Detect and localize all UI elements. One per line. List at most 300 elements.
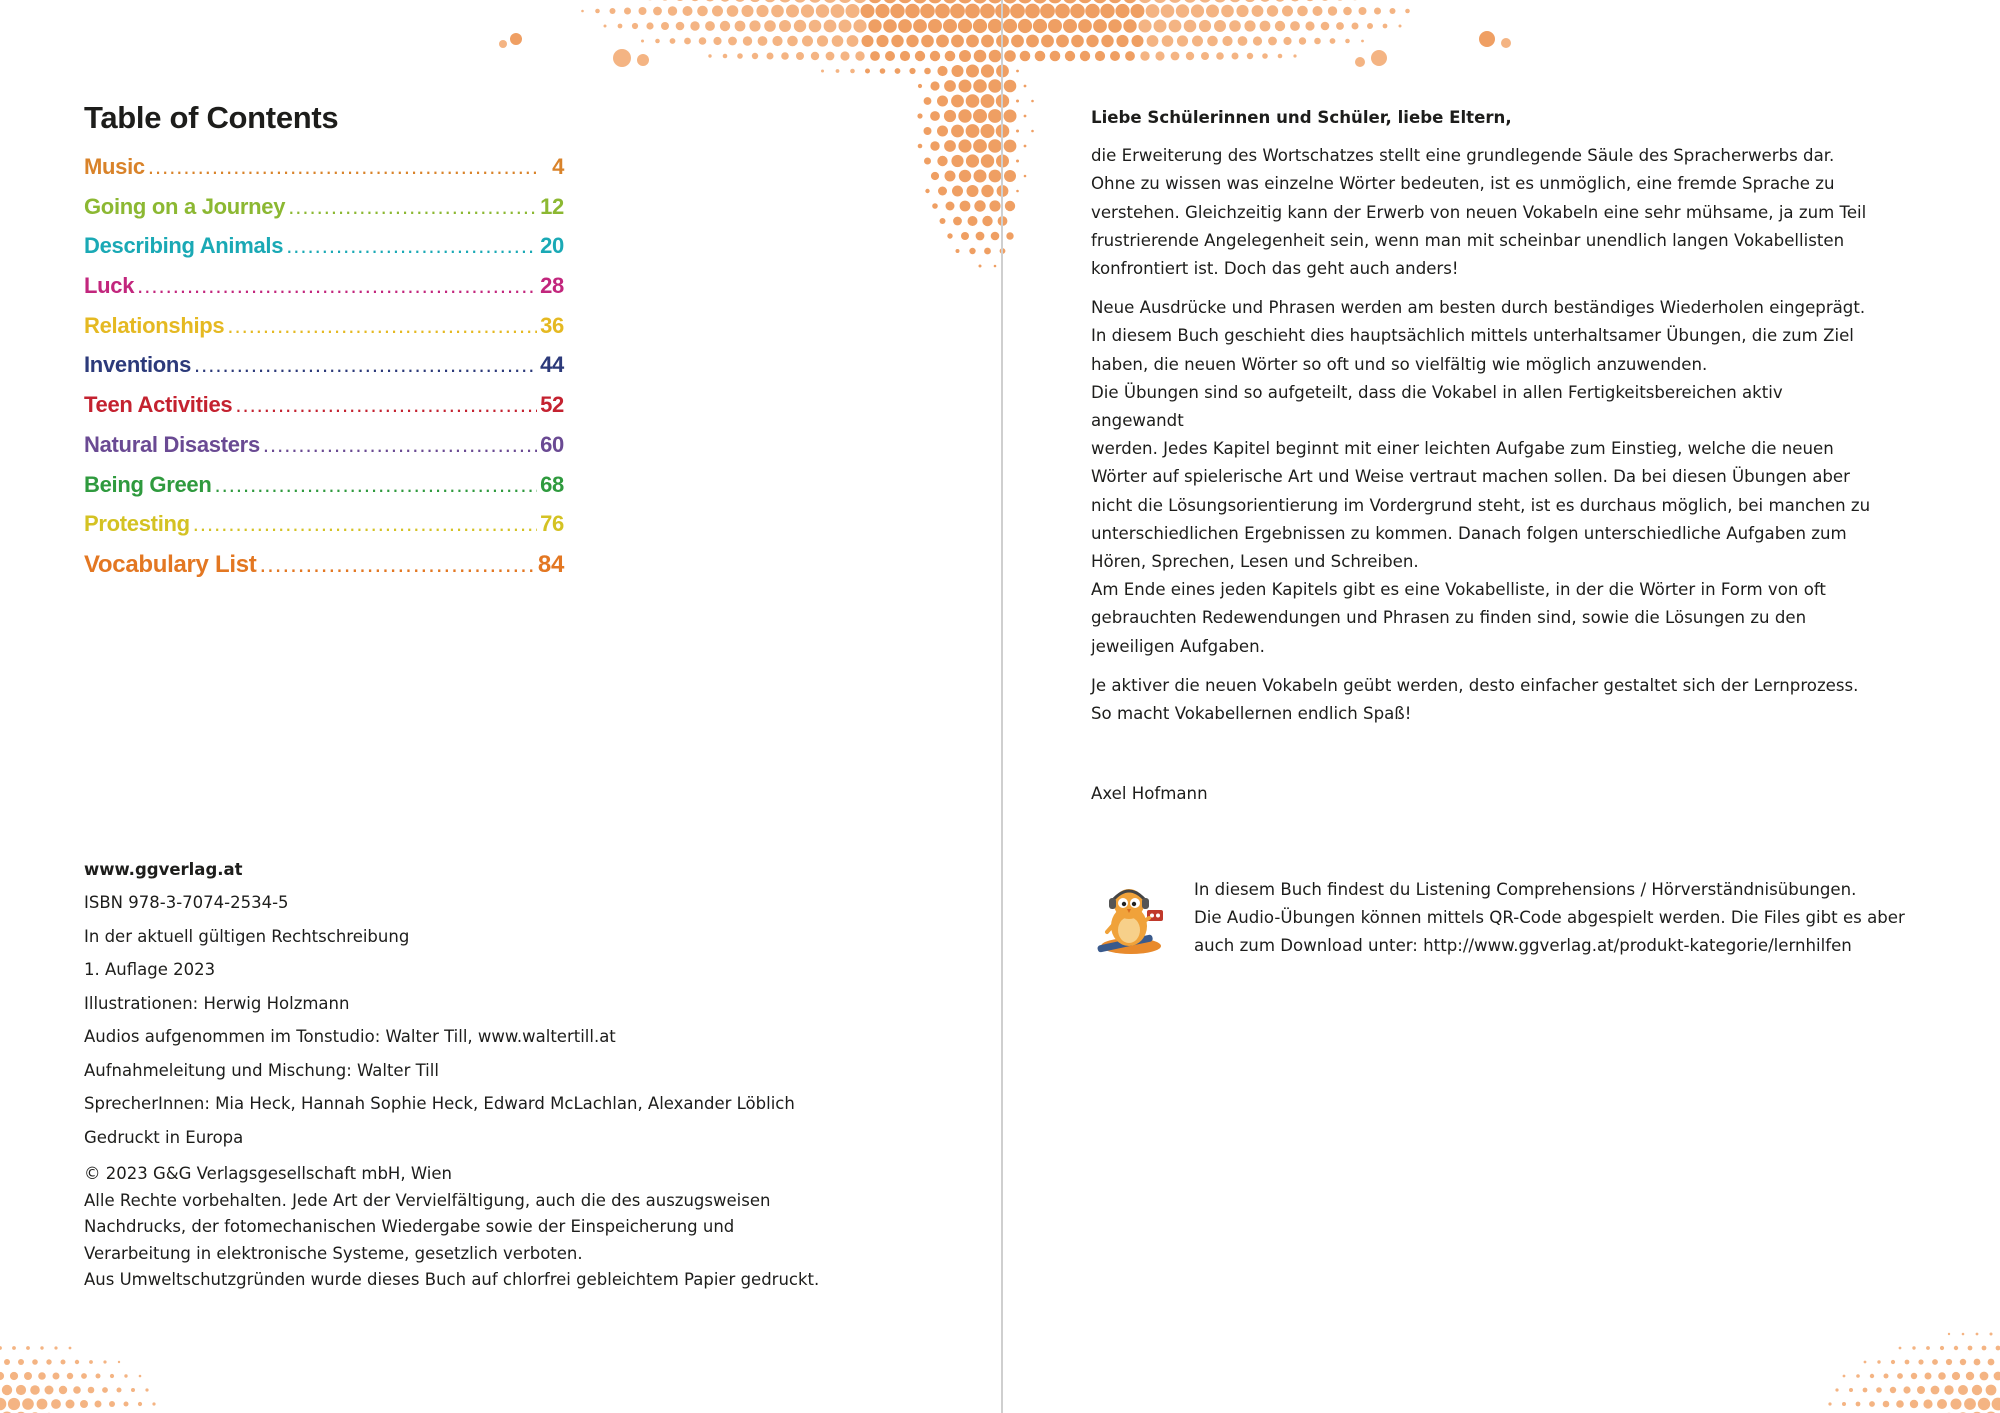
imprint [84, 860, 844, 1294]
decor-dot [1006, 232, 1013, 239]
decor-dot [1192, 36, 1203, 47]
decor-dot [853, 0, 867, 3]
toc-entry-page: 44 [540, 352, 564, 378]
decor-dot [981, 154, 994, 167]
decor-dot [918, 84, 922, 88]
decor-dot [925, 189, 929, 193]
decor-dot [1236, 5, 1248, 17]
imprint-spelling: In der aktuell gültigen Rechtschreibung [84, 926, 410, 946]
decor-dot [1343, 7, 1352, 16]
decor-dot [1367, 23, 1373, 29]
decor-dot [1932, 1359, 1938, 1365]
decor-dot [1063, 0, 1078, 3]
decor-dot [2, 1385, 12, 1395]
decor-dot [1828, 1402, 1831, 1405]
decor-dot [973, 19, 987, 33]
decor-dot [946, 202, 955, 211]
decor-dot [1290, 21, 1300, 31]
decor-dot [1918, 1359, 1923, 1364]
decor-dot [944, 80, 956, 92]
decor-dot [737, 53, 743, 59]
decor-dot [1169, 20, 1182, 33]
decor-dot [61, 1360, 66, 1365]
decor-dot [1186, 52, 1194, 60]
decor-dot [951, 35, 964, 48]
decor-dot [943, 19, 957, 33]
decor-dot [646, 22, 653, 29]
decor-dot [1095, 51, 1105, 61]
imprint-copyright: © 2023 G&G Verlagsgesellschaft mbH, Wien Alle Rechte vorbehalten. Jede Art der Vervielfältigung, auch die des auszugsweisen Nachdrucks, der fotomechanischen Wiedergabe sowie der Einspeicherung und Verarbeitung in elektronische Systeme, gesetzlich verboten. Aus Umweltschutzgründen wurde dieses Buch auf chlorfrei gebleichtem Papier gedruckt. [84, 1164, 820, 1289]
decor-dot [1222, 36, 1232, 46]
decor-dot [1903, 1386, 1910, 1393]
decor-dot [958, 139, 971, 152]
decor-dot [974, 200, 985, 211]
decor-dot [1123, 0, 1137, 3]
decor-dot [1110, 51, 1120, 61]
decor-dot [945, 171, 956, 182]
decor-dot [655, 39, 660, 44]
decor-dot [1938, 1372, 1946, 1380]
decor-dot [974, 170, 987, 183]
decor-dot [1890, 1387, 1896, 1393]
decor-dot [0, 1372, 4, 1380]
decor-dot [938, 187, 947, 196]
toc-entry-page: 68 [540, 471, 564, 497]
decor-dot [618, 24, 623, 29]
decor-dot [1003, 0, 1018, 4]
decor-dot [947, 233, 952, 238]
letter-greeting: Liebe Schülerinnen und Schüler, liebe Eltern, [1091, 108, 1512, 127]
toc-entry-teen-activities[interactable] [84, 392, 564, 432]
decor-dot [1131, 4, 1145, 18]
decor-dot [1080, 51, 1090, 61]
decor-dot [22, 1398, 34, 1410]
decor-dot [764, 20, 776, 32]
decor-dot [46, 1359, 51, 1364]
decor-dot [81, 1373, 87, 1379]
decor-dot [1948, 1333, 1950, 1335]
decor-dot [124, 1402, 129, 1407]
toc-entry-natural-disasters[interactable] [84, 432, 564, 472]
decor-dot [1093, 0, 1108, 3]
decor-dot [930, 51, 940, 61]
decor-dot [944, 140, 956, 152]
toc-entry-inventions[interactable] [84, 352, 564, 392]
toc-entry-title: Going on a Journey [84, 193, 286, 219]
decor-dot [1952, 1372, 1960, 1380]
decor-dot [958, 109, 971, 122]
decor-dot [1944, 1385, 1953, 1394]
decor-dot [928, 19, 942, 33]
decor-dot [40, 1346, 43, 1349]
decor-dot [713, 37, 721, 45]
decor-dot [1842, 1402, 1846, 1406]
decor-dot [32, 1359, 38, 1365]
decor-dot [989, 50, 1002, 63]
imprint-edition: 1. Auflage 2023 [84, 960, 216, 979]
decor-dot [959, 50, 971, 62]
toc-entry-title: Music [84, 154, 145, 179]
decor-dot [981, 35, 994, 48]
decor-dot [920, 4, 935, 19]
decor-dot [1361, 40, 1364, 43]
decor-dot [1910, 1400, 1918, 1408]
decor-dot [1946, 1359, 1952, 1365]
decor-dot [764, 0, 777, 2]
toc-entry-going-on-a-journey[interactable] [84, 194, 564, 234]
download-link[interactable]: auch zum Download unter: http://www.ggverlag.at/produkt-kategorie/lernhilfen [1194, 936, 1852, 956]
decor-dot [1031, 100, 1034, 103]
decor-dot [1954, 1346, 1958, 1350]
decor-dot [1093, 19, 1107, 33]
decor-dot [928, 0, 943, 3]
decor-dot [966, 35, 979, 48]
decor-dot [861, 4, 875, 18]
publisher-website-link[interactable]: www.ggverlag.at [84, 860, 243, 879]
decor-dot [1864, 1361, 1867, 1364]
decor-dot [719, 0, 730, 2]
decor-dot [1290, 0, 1301, 2]
toc-entry-protesting[interactable] [84, 511, 564, 551]
decor-dot [836, 69, 840, 73]
decor-dot [846, 4, 860, 18]
decor-dot [865, 69, 870, 74]
decor-dot [1976, 1333, 1979, 1336]
decor-dot [1153, 0, 1167, 3]
decor-dot [727, 5, 739, 17]
decor-dot [1168, 0, 1182, 3]
decor-dot [991, 232, 1000, 241]
decor-dot [794, 20, 806, 32]
toc-entry-vocabulary-list[interactable] [84, 551, 564, 591]
decor-dot [1115, 4, 1129, 18]
decor-dot [1988, 1359, 1995, 1366]
decor-dot [1221, 5, 1234, 18]
decor-dot [637, 54, 649, 66]
decor-dot [801, 4, 814, 17]
decor-dot [913, 19, 927, 33]
decor-dot [989, 200, 1000, 211]
decor-dot [690, 0, 700, 1]
decor-dot [973, 79, 987, 93]
decor-dot [1101, 35, 1113, 47]
decor-dot [69, 1347, 72, 1350]
decor-dot [840, 51, 849, 60]
toc-entry-title: Relationships [84, 312, 225, 338]
decor-dot [53, 1373, 60, 1380]
decor-dot [1065, 51, 1075, 61]
decor-dot [1207, 36, 1218, 47]
decor-dot [1960, 1359, 1966, 1365]
decor-dot [10, 1372, 18, 1380]
decor-dot [1931, 1386, 1940, 1395]
decor-dot [37, 1399, 48, 1410]
decor-dot [103, 1360, 106, 1363]
decor-dot [958, 0, 973, 4]
decor-dot [139, 1375, 142, 1378]
decor-dot [943, 0, 958, 3]
decor-dot [12, 1346, 16, 1350]
decor-dot [720, 21, 730, 31]
decor-dot [981, 124, 995, 138]
table-of-contents [84, 100, 564, 591]
decor-dot [1132, 35, 1144, 47]
decor-dot [1033, 19, 1047, 33]
decor-dot [632, 23, 638, 29]
page-gutter-divider [1001, 0, 1003, 1413]
decor-dot [980, 4, 995, 19]
decor-dot [988, 109, 1002, 123]
decor-dot [973, 0, 988, 4]
decor-dot [1229, 20, 1241, 32]
decor-dot [743, 36, 752, 45]
decor-dot [1974, 1359, 1981, 1366]
toc-entry-page: 12 [540, 193, 564, 219]
decor-dot [88, 1387, 95, 1394]
decor-dot [816, 4, 829, 17]
decor-dot [752, 53, 758, 59]
decor-dot [809, 20, 822, 33]
decor-dot [945, 51, 956, 62]
toc-entry-title: Natural Disasters [84, 431, 260, 457]
decor-dot [1253, 36, 1262, 45]
decor-dot [1108, 19, 1122, 33]
decor-dot [1048, 0, 1063, 3]
decor-dot [670, 38, 676, 44]
decor-dot [75, 1360, 79, 1364]
decor-dot [110, 1374, 114, 1378]
decor-dot [1138, 19, 1151, 32]
decor-dot [1267, 5, 1278, 16]
decor-dot [984, 248, 991, 255]
decor-dot [950, 4, 965, 19]
decor-dot [1177, 35, 1188, 46]
decor-dot [1905, 1360, 1910, 1365]
decor-dot [1926, 1346, 1930, 1350]
decor-dot [1004, 170, 1016, 182]
decor-dot [1016, 130, 1019, 133]
decor-dot [699, 37, 707, 45]
decor-dot [917, 113, 922, 118]
decor-dot [1314, 38, 1321, 45]
decor-dot [1884, 1374, 1889, 1379]
toc-entry-describing-animals[interactable] [84, 233, 564, 273]
decor-dot [131, 1388, 135, 1392]
decor-dot [152, 1402, 155, 1405]
decor-dot [1154, 20, 1167, 33]
decor-dot [779, 20, 791, 32]
decor-dot [653, 7, 662, 16]
decor-dot [1262, 53, 1268, 59]
decor-dot [771, 5, 784, 18]
foreword-letter [1091, 104, 1871, 808]
decor-dot [961, 232, 969, 240]
decor-dot [944, 110, 956, 122]
decor-dot [697, 6, 708, 17]
decor-dot [953, 217, 962, 226]
decor-dot [1085, 4, 1100, 19]
decor-dot [45, 1386, 54, 1395]
decor-dot [1374, 8, 1381, 15]
toc-entry-page: 28 [540, 273, 564, 299]
decor-dot [595, 9, 600, 14]
toc-entry-page: 36 [540, 312, 564, 338]
decor-dot [1026, 35, 1039, 48]
decor-dot [1031, 130, 1034, 133]
decor-dot [811, 52, 819, 60]
toc-title: Table of Contents [84, 100, 339, 135]
decor-dot [767, 53, 774, 60]
decor-dot [0, 1346, 2, 1350]
decor-dot [1183, 0, 1196, 3]
decor-dot [80, 1400, 88, 1408]
decor-dot [932, 203, 938, 209]
decor-dot [66, 1400, 75, 1409]
decor-dot [981, 185, 993, 197]
decor-dot [1016, 70, 1019, 73]
toc-entry-title: Vocabulary List [84, 550, 257, 578]
decor-dot [1016, 190, 1019, 193]
decor-dot [1390, 8, 1396, 14]
decor-dot [96, 1374, 101, 1379]
decor-dot [1978, 1398, 1990, 1410]
toc-entry-music[interactable] [84, 154, 564, 194]
decor-dot [1116, 35, 1128, 47]
decor-dot [930, 141, 939, 150]
decor-dot [1964, 1398, 1976, 1410]
decor-dot [1990, 1333, 1993, 1336]
decor-dot [67, 1373, 73, 1379]
decor-dot [1870, 1374, 1874, 1378]
decor-dot [712, 6, 723, 17]
decor-dot [1951, 1399, 1962, 1410]
decor-dot [1161, 4, 1175, 18]
decor-dot [1003, 19, 1017, 33]
decor-dot [1004, 80, 1017, 93]
decor-dot [1966, 1372, 1974, 1380]
decor-dot [956, 249, 960, 253]
decor-dot [1244, 0, 1256, 2]
decor-dot [1071, 35, 1084, 48]
decor-dot [974, 50, 987, 63]
decor-dot [779, 0, 792, 3]
decor-dot [124, 1374, 127, 1377]
decor-dot [1033, 0, 1048, 4]
decor-dot [966, 65, 979, 78]
decor-dot [1184, 20, 1197, 33]
decor-dot [924, 97, 932, 105]
decor-dot [510, 33, 522, 45]
decor-dot [723, 54, 728, 59]
decor-dot [959, 80, 972, 93]
decor-dot [1274, 0, 1285, 2]
decor-dot [1123, 19, 1136, 32]
decor-dot [1863, 1388, 1868, 1393]
toc-entry-title: Describing Animals [84, 233, 284, 259]
decor-dot [1305, 0, 1315, 1]
toc-entry-title: Protesting [84, 511, 190, 537]
decor-dot [876, 35, 888, 47]
decor-dot [1352, 23, 1359, 30]
decor-dot [891, 35, 903, 47]
toc-entry-luck[interactable] [84, 273, 564, 313]
decor-dot [1247, 53, 1253, 59]
decor-dot [734, 0, 746, 2]
decor-dot [885, 51, 895, 61]
decor-dot [1214, 0, 1227, 3]
decor-dot [875, 4, 889, 18]
decor-dot [0, 1398, 6, 1411]
decor-dot [898, 19, 912, 33]
decor-dot [909, 68, 915, 74]
decor-dot [1293, 54, 1296, 57]
toc-entry-page: 20 [540, 233, 564, 259]
decor-dot [705, 0, 716, 2]
decor-dot [1244, 20, 1255, 31]
decor-dot [661, 22, 669, 30]
decor-dot [1843, 1375, 1846, 1378]
decor-dot [613, 49, 631, 67]
decor-dot [793, 0, 806, 3]
decor-dot [1171, 52, 1180, 61]
decor-dot [817, 35, 828, 46]
decor-dot [1982, 1346, 1987, 1351]
decor-dot [1024, 175, 1027, 178]
decor-dot [1912, 1346, 1915, 1349]
decor-dot [935, 4, 950, 19]
decor-dot [604, 25, 607, 28]
decor-dot [1229, 0, 1242, 2]
toc-entry-title: Teen Activities [84, 392, 233, 418]
decor-dot [1883, 1401, 1890, 1408]
decor-dot [1070, 4, 1085, 19]
toc-entry-title: Luck [84, 273, 135, 299]
decor-dot [1925, 1373, 1932, 1380]
decor-dot [1176, 4, 1189, 17]
decor-dot [1305, 21, 1314, 30]
decor-dot [1891, 1360, 1895, 1364]
decor-dot [30, 1385, 40, 1395]
toc-entry-relationships[interactable] [84, 313, 564, 353]
decor-dot [705, 21, 715, 31]
decor-dot [1869, 1401, 1875, 1407]
toc-entry-being-green[interactable] [84, 472, 564, 512]
decor-dot [118, 1361, 120, 1363]
decor-dot [1923, 1399, 1932, 1408]
decor-dot [965, 4, 980, 19]
decor-dot [54, 1346, 57, 1349]
decor-dot [95, 1401, 102, 1408]
decor-dot [1206, 5, 1219, 18]
decor-dot [1041, 35, 1054, 48]
decor-dot [1849, 1388, 1853, 1392]
decor-dot [979, 265, 982, 268]
decor-dot [973, 139, 987, 153]
letter-paragraph-2: Neue Ausdrücke und Phrasen werden am besten durch beständiges Wiederholen eingeprägt. In diesem Buch geschieht dies hauptsächlich mittels unterhaltsamer Übungen, die zum Ziel haben, die neuen Wörter so oft und so vielfältig wie möglich anzuwenden. Die Übungen sind so aufgeteilt, dass die Vokabel in allen Fertigkeitsbereichen aktiv angewandt werden. Jedes Kapitel beginnt mit einer leichten Aufgabe zum Einstieg, welche die neuen Wörter auf spielerische Art und Weise vertraut machen sollen. Da bei diesen Übungen aber nicht die Lösungsorientierung im Vordergrund steht, ist es durchaus möglich, bei manchen zu unterschiedlichen Ergebnissen zu kommen. Danach folgen unterschiedliche Aufgaben zum Hören, Sprechen, Lesen und Schreiben. Am Ende eines jeden Kapitels gibt es eine Vokabelliste, in der die Wörter in Form von oft gebrauchten Redewendungen und Phrasen zu finden sind, sowie die Lösungen zu den jeweiligen Aufgaben. [1091, 298, 1871, 656]
decor-dot [1335, 0, 1344, 1]
letter-paragraph-3: Je aktiver die neuen Vokabeln geübt werden, desto einfacher gestaltet sich der Lernprozess. So macht Vokabellernen endlich Spaß! [1091, 675, 1859, 724]
audio-note-text: In diesem Buch findest du Listening Comprehensions / Hörverständnisübungen. Die Audio-Übungen können mittels QR-Code abgespielt werden. Die Files gibt es aber auch zum Download unter: http://www.ggverlag.at/produkt-kategorie/lernhilfen [1194, 876, 1954, 961]
decor-dot [952, 186, 963, 197]
decor-dot [931, 172, 939, 180]
decor-dot [982, 216, 992, 226]
decor-dot [675, 0, 685, 1]
decor-dot [905, 4, 920, 19]
decor-dot [1876, 1387, 1882, 1393]
decor-dot [918, 144, 923, 149]
decor-dot [936, 35, 949, 48]
decor-dot [1371, 50, 1387, 66]
